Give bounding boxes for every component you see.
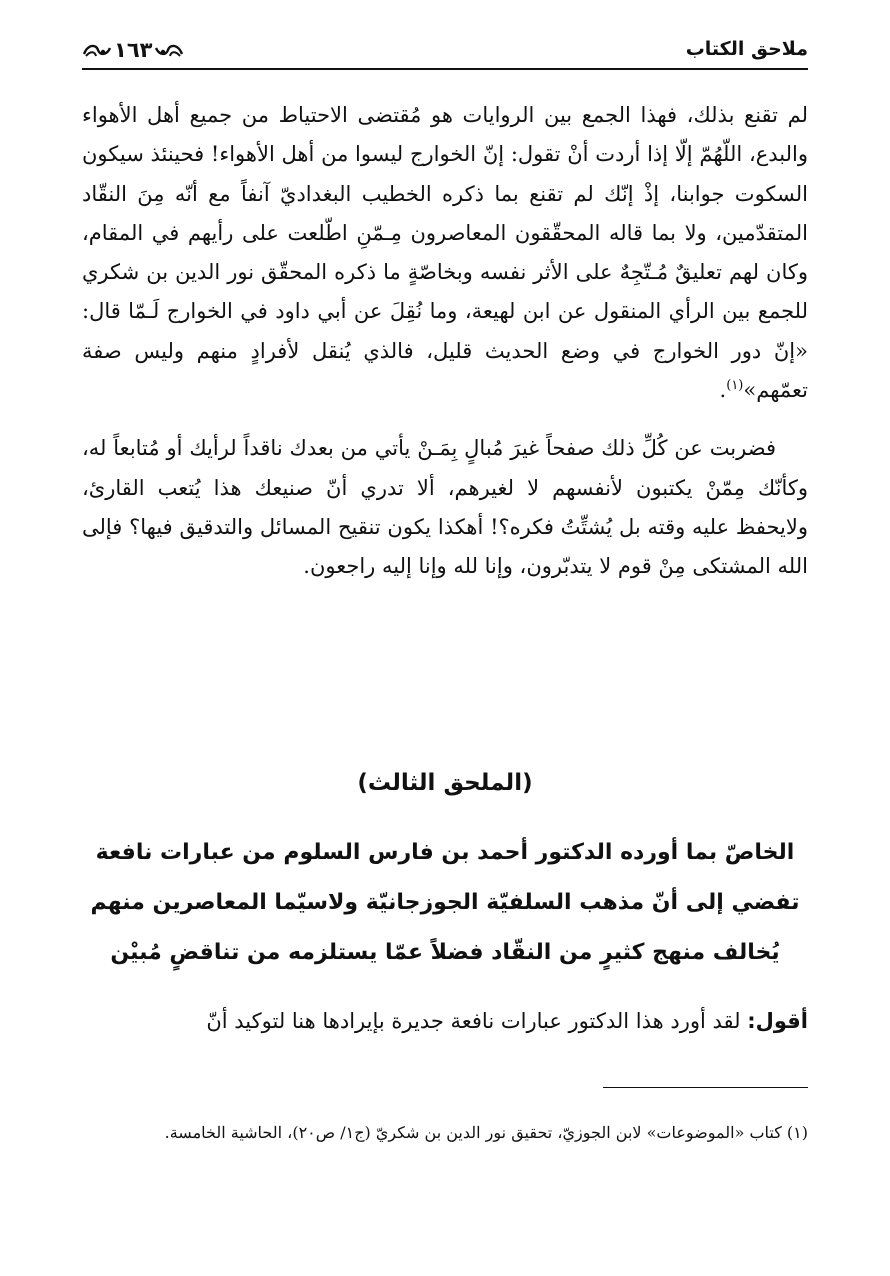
header-title: ملاحق الكتاب <box>685 38 808 60</box>
paragraph-2: فضربت عن كُلِّ ذلك صفحاً غيرَ مُبالٍ بِمَـنْ يأتي من بعدك ناقداً لرأيك أو مُتابعاً له، وكأنّك مِمّنْ يكتبون لأنفسهم لا لغيرهم، ألا تدري أنّ صنيعك هذا يُتعب القارئ، ولايحفظ عليه وقته بل يُشتِّتُ فكره؟! أهكذا يكون تنقيح المسائل والتدقيق فيها؟ فإلى الله المشتكى مِنْ قوم لا يتدبّرون، وإنا لله وإنا إليه راجعون. <box>82 436 808 579</box>
intro-lead: أقول: <box>747 1009 808 1033</box>
footnote: (١) كتاب «الموضوعات» لابن الجوزيّ، تحقيق نور الدين بن شكريّ (ج١/ ص٢٠)، الحاشية الخامسة. <box>164 1123 808 1142</box>
running-header <box>82 34 808 70</box>
footnote-reference: (١) <box>726 378 744 394</box>
paragraph-1-tail: . <box>719 378 727 403</box>
page-number-text: ١٦٣ <box>114 38 153 62</box>
intro-line <box>82 1002 808 1040</box>
ornament-right-icon <box>154 40 184 60</box>
page-number <box>82 34 184 66</box>
appendix-label: (الملحق الثالث) <box>357 770 533 796</box>
appendix-title: الخاصّ بما أورده الدكتور أحمد بن فارس السلوم من عبارات نافعة تفضي إلى أنّ مذهب السلفيّة الجوزجانيّة ولاسيّما المعاصرين منهم يُخالف منهج كثيرٍ من النقّاد فضلاً عمّا يستلزمه من تناقضٍ مُبيْن <box>90 840 800 965</box>
paragraph-1-text: لم تقنع بذلك، فهذا الجمع بين الروايات هو مُقتضى الاحتياط من جميع أهل الأهواء والبدع، اللّهُمّ إلّا إذا أردت أنْ تقول: إنّ الخوارج ليسوا من أهل الأهواء! فحينئذ سيكون السكوت جوابنا، إذْ إنّك لم تقنع بما ذكره الخطيب البغداديّ آنفاً مع أنّه مِنَ النقّاد المتقدّمين، ولا بما قاله المحقّقون المعاصرون مِـمّنِ اطّلعت على رأيهم في المقام، وكان لهم تعليقٌ مُـتّجِهٌ على الأثر نفسه وبخاصّةٍ ما ذكره المحقّق نور الدين بن شكري للجمع بين الرأي المنقول عن ابن لهيعة، وما نُقِلَ عن أبي داود في الخوارج لَـمّا قال: «إنّ دور الخوارج في وضع الحديث قليل، فالذي يُنقل لأفرادٍ منهم وليس صفة تعمّهم» <box>82 103 808 403</box>
intro-text: لقد أورد هذا الدكتور عبارات نافعة جديرة بإيرادها هنا لتوكيد أنّ <box>206 1009 748 1033</box>
body-text <box>82 96 808 587</box>
footnote-rule <box>603 1087 808 1088</box>
paragraph-1 <box>82 96 808 410</box>
ornament-left-icon <box>82 40 112 60</box>
header-rule <box>82 68 808 70</box>
